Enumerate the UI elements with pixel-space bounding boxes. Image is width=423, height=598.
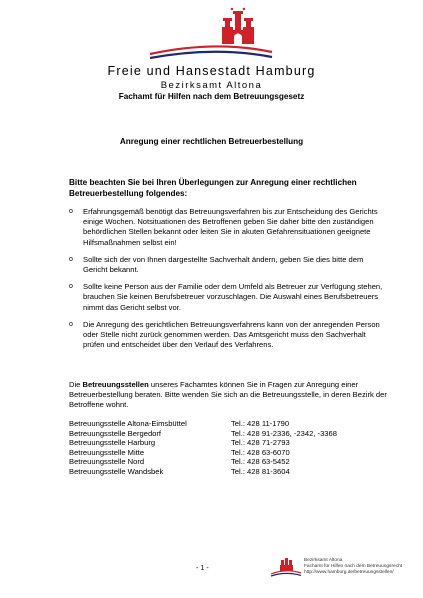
document-title: Anregung einer rechtlichen Betreuerbestellung xyxy=(119,137,304,146)
office-phone: Tel.: 428 81-3604 xyxy=(231,466,290,476)
contact-intro: Die Betreuungsstellen unseres Fachamtes können Sie in Fragen zur Anregung einer Betreuerbestellung beraten. Bitte wenden Sie sich an die Betreuungsstelle, in deren Bezirk der Betroffene wohnt. xyxy=(69,380,387,410)
office-row xyxy=(69,429,337,439)
office-phone: Tel.: 428 11-1790 xyxy=(231,419,290,428)
org-subtitle: Bezirksamt Altona xyxy=(160,80,263,91)
page-number: - 1 - xyxy=(196,563,209,572)
castle-icon xyxy=(222,8,254,44)
office-name: Betreuungsstelle Mitte xyxy=(69,447,145,457)
waves-icon xyxy=(271,571,301,576)
office-phone: Tel.: 428 71-2793 xyxy=(231,438,290,448)
footer-address xyxy=(304,558,402,576)
list-item: o Sollte keine Person aus der Familie oder dem Umfeld als Betreuer zur Verfügung stehen, brauchen Sie keinen Berufsbetreuer vorzuschlagen. Die Auswahl eines Berufsbetreuers nimmt das Gericht selbst vor. xyxy=(69,282,383,312)
bullet-marker: o xyxy=(69,283,73,291)
office-name: Betreuungsstelle Bergedorf xyxy=(69,428,162,438)
bullet-marker: o xyxy=(69,320,73,328)
list-item: o Sollte sich der von Ihnen dargestellte Sachverhalt ändern, geben Sie dies bitte dem Gericht bekannt. xyxy=(69,254,364,275)
waves-icon xyxy=(150,46,272,58)
footer-castle-logo xyxy=(270,556,302,578)
office-phone: Tel.: 428 63-6070 xyxy=(231,447,290,457)
office-row xyxy=(69,467,337,477)
hamburg-castle-logo xyxy=(0,0,423,70)
office-name: Betreuungsstelle Harburg xyxy=(69,438,156,448)
org-title: Freie und Hansestadt Hamburg xyxy=(107,64,316,78)
list-item: o Erfahrungsgemäß benötigt das Betreuungsverfahren bis zur Entscheidung des Gerichts einige Wochen. Notsituationen des Betroffenen geben Sie daher bitte den zuständigen behördlichen Stellen bekannt oder leiten Sie in akuten Gefahrensituationen geeignete Hilfsmaßnahmen selbst ein! xyxy=(69,207,378,247)
office-row xyxy=(69,448,337,458)
castle-icon xyxy=(280,558,293,571)
office-row xyxy=(69,457,337,467)
office-row xyxy=(69,419,337,429)
department-name: Fachamt für Hilfen nach dem Betreuungsgesetz xyxy=(118,92,305,101)
bullet-marker: o xyxy=(69,255,73,263)
office-row xyxy=(69,438,337,448)
footer-line: Fachamt für Hilfen nach dem Betreuungsrecht xyxy=(304,564,403,569)
office-name: Betreuungsstelle Wandsbek xyxy=(69,466,164,476)
contact-intro-bold: Betreuungsstellen xyxy=(82,380,149,389)
list-item: o Die Anregung des gerichtlichen Betreuungsverfahrens kann von der anregenden Person oder Stelle nicht zurück genommen werden. Das Amtsgericht muss den Sachverhalt prüfen und entscheidet über den Verlauf des Verfahrens. xyxy=(69,319,380,350)
office-name: Betreuungsstelle Altona-Eimsbüttel xyxy=(69,419,187,428)
office-list xyxy=(69,419,337,477)
intro-paragraph: Bitte beachten Sie bei Ihren Überlegungen zur Anregung einer rechtlichen Betreuerbestellung folgendes: xyxy=(69,178,357,198)
footer-line: Bezirksamt Altona xyxy=(304,558,343,563)
office-name: Betreuungsstelle Nord xyxy=(69,457,145,467)
office-phone: Tel.: 428 91-2336, -2342, -3368 xyxy=(231,428,337,438)
notes-list xyxy=(69,207,389,357)
footer-link[interactable]: http://www.hamburg.de/betreuungsstellen/ xyxy=(304,570,394,575)
bullet-marker: o xyxy=(69,208,73,215)
office-phone: Tel.: 428 63-5452 xyxy=(231,457,290,467)
